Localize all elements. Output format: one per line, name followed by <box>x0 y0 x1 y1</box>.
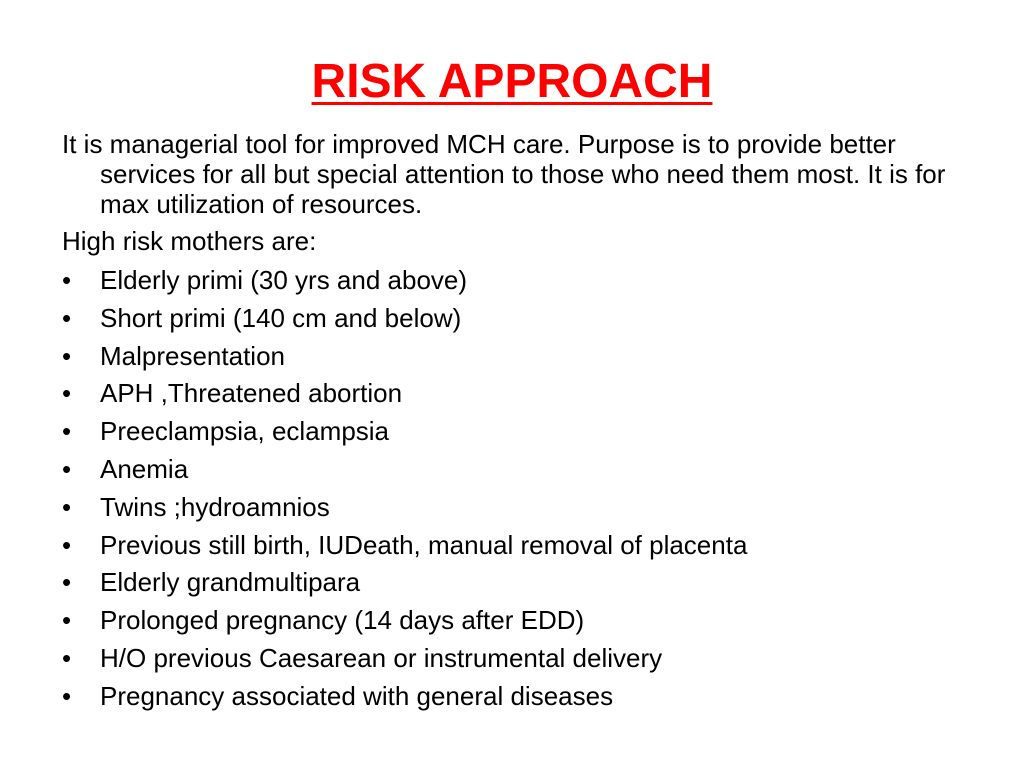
list-item-text: Prolonged pregnancy (14 days after EDD) <box>100 605 585 636</box>
bullet-icon: • <box>62 529 72 560</box>
list-item <box>62 602 962 640</box>
list-item-text: H/O previous Caesarean or instrumental delivery <box>100 642 663 673</box>
list-item <box>62 338 962 376</box>
list-item-text: Preeclampsia, eclampsia <box>100 416 390 447</box>
list-heading: High risk mothers are: <box>62 226 317 256</box>
bullet-icon: • <box>62 605 72 636</box>
list-item-text: Twins ;hydroamnios <box>100 491 330 522</box>
list-item <box>62 527 962 565</box>
bullet-icon: • <box>62 265 72 295</box>
list-item <box>62 300 962 338</box>
list-item-text: Elderly grandmultipara <box>100 567 361 598</box>
list-item <box>62 489 962 527</box>
list-item-text: Elderly primi (30 yrs and above) <box>100 265 468 295</box>
risk-factor-list <box>62 262 962 716</box>
list-item <box>62 678 962 716</box>
list-item-text: Pregnancy associated with general diseases <box>100 680 614 711</box>
list-item <box>62 451 962 489</box>
bullet-icon: • <box>62 378 72 409</box>
bullet-icon: • <box>62 302 72 333</box>
list-item <box>62 375 962 413</box>
intro-paragraph: It is managerial tool for improved MCH care. Purpose is to provide better services for all but special attention to those who need them most. It is for max utilization of resources. <box>62 129 946 219</box>
list-item-text: Short primi (140 cm and below) <box>100 302 462 333</box>
list-item <box>62 262 962 300</box>
bullet-icon: • <box>62 642 72 673</box>
bullet-icon: • <box>62 453 72 484</box>
list-item <box>62 413 962 451</box>
list-item-text: Malpresentation <box>100 340 285 371</box>
slide-title: RISK APPROACH <box>311 55 713 108</box>
bullet-icon: • <box>62 416 72 447</box>
list-item-text: Previous still birth, IUDeath, manual removal of placenta <box>100 529 748 560</box>
bullet-icon: • <box>62 680 72 711</box>
bullet-icon: • <box>62 491 72 522</box>
slide-body <box>62 129 962 716</box>
list-item-text: APH ,Threatened abortion <box>100 378 403 409</box>
bullet-icon: • <box>62 340 72 371</box>
bullet-icon: • <box>62 567 72 598</box>
list-item <box>62 564 962 602</box>
list-item-text: Anemia <box>100 453 189 484</box>
list-item <box>62 640 962 678</box>
